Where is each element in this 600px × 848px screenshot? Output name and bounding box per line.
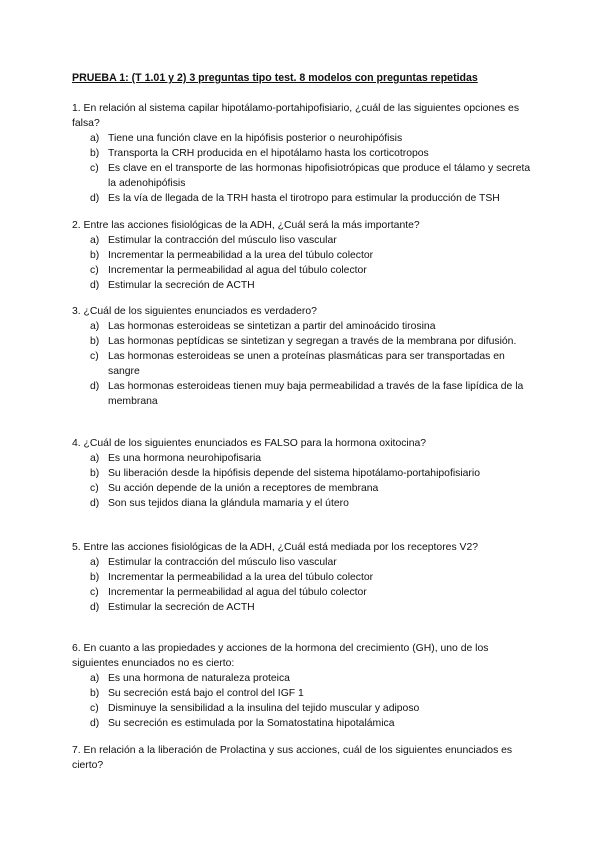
option-b: b) Su secreción está bajo el control del IGF 1: [90, 688, 304, 699]
option-b: b) Incrementar la permeabilidad a la urea del túbulo colector: [90, 250, 374, 261]
question-text: 6. En cuanto a las propiedades y acciones de la hormona del crecimiento (GH), uno de los siguientes enunciados no es cierto:: [72, 643, 489, 669]
option-d: d) Su secreción es estimulada por la Somatostatina hipotalámica: [90, 718, 395, 729]
option-d: d) Son sus tejidos diana la glándula mamaria y el útero: [90, 498, 349, 509]
option-c: c) Las hormonas esteroideas se unen a proteínas plasmáticas para ser transportadas en sangre: [90, 351, 505, 377]
option-list: [72, 131, 532, 206]
option-a: a) Estimular la contracción del músculo liso vascular: [90, 557, 337, 568]
question-text: 4. ¿Cuál de los siguientes enunciados es FALSO para la hormona oxitocina?: [72, 438, 427, 449]
option-b: b) Incrementar la permeabilidad a la urea del túbulo colector: [90, 572, 374, 583]
option-c: c) Incrementar la permeabilidad al agua del túbulo colector: [90, 587, 367, 598]
option-list: [72, 319, 532, 409]
question-text: 5. Entre las acciones fisiológicas de la ADH, ¿Cuál está mediada por los receptores V2?: [72, 542, 479, 553]
option-a: a) Es una hormona neurohipofisaria: [90, 453, 262, 464]
option-c: c) Incrementar la permeabilidad al agua del túbulo colector: [90, 265, 367, 276]
option-a: a) Estimular la contracción del músculo liso vascular: [90, 235, 337, 246]
question-text: 7. En relación a la liberación de Prolactina y sus acciones, cuál de los siguientes enunciados es cierto?: [72, 745, 513, 771]
question-text: 1. En relación al sistema capilar hipotálamo-portahipofisiario, ¿cuál de las siguientes opciones es falsa?: [72, 103, 520, 129]
option-a: a) Las hormonas esteroideas se sintetizan a partir del aminoácido tirosina: [90, 321, 436, 332]
option-b: b) Las hormonas peptídicas se sintetizan y segregan a través de la membrana por difusión.: [90, 336, 517, 347]
option-list: [72, 451, 532, 511]
question-2: [72, 218, 532, 293]
option-d: d) Es la vía de llegada de la TRH hasta el tirotropo para estimular la producción de TSH: [90, 193, 500, 204]
question-7: [72, 743, 532, 773]
question-6: [72, 641, 532, 731]
option-c: c) Su acción depende de la unión a receptores de membrana: [90, 483, 379, 494]
option-d: d) Las hormonas esteroideas tienen muy baja permeabilidad a través de la fase lipídica de la membrana: [90, 381, 524, 407]
question-text: 3. ¿Cuál de los siguientes enunciados es verdadero?: [72, 306, 317, 317]
option-list: [72, 555, 532, 615]
option-list: [72, 671, 532, 731]
option-b: b) Su liberación desde la hipófisis depende del sistema hipotálamo-portahipofisiario: [90, 468, 480, 479]
question-3: [72, 304, 532, 409]
question-4: [72, 436, 532, 511]
option-c: c) Disminuye la sensibilidad a la insulina del tejido muscular y adiposo: [90, 703, 420, 714]
question-1: [72, 101, 532, 206]
document-header: PRUEBA 1: (T 1.01 y 2) 3 preguntas tipo test. 8 modelos con preguntas repetidas: [72, 72, 478, 84]
option-a: a) Tiene una función clave en la hipófisis posterior o neurohipófisis: [90, 133, 403, 144]
option-c: c) Es clave en el transporte de las hormonas hipofisiotrópicas que produce el tálamo y secreta la adenohipófisis: [90, 163, 531, 189]
option-b: b) Transporta la CRH producida en el hipotálamo hasta los corticotropos: [90, 148, 429, 159]
option-list: [72, 233, 532, 293]
option-d: d) Estimular la secreción de ACTH: [90, 602, 255, 613]
option-a: a) Es una hormona de naturaleza proteica: [90, 673, 290, 684]
question-5: [72, 540, 532, 615]
question-text: 2. Entre las acciones fisiológicas de la ADH, ¿Cuál será la más importante?: [72, 220, 420, 231]
option-d: d) Estimular la secreción de ACTH: [90, 280, 255, 291]
